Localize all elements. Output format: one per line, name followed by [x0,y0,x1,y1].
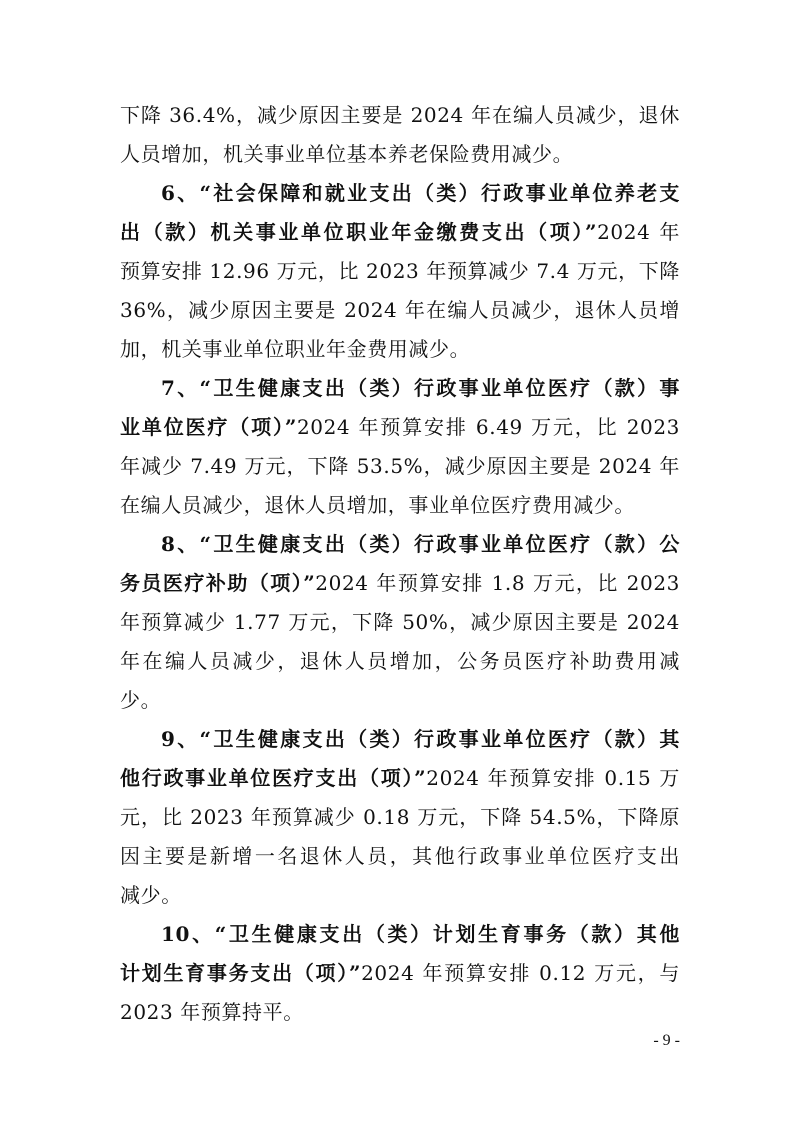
page-number: - 9 - [653,1032,680,1049]
text-segment: 年在编人员减少，退休人员增加，公务员医疗补助费用减 [120,649,680,673]
text-line [161,368,680,408]
text-segment: 减少。 [120,883,182,907]
bold-text-segment: 务员医疗补助（项）” [120,571,316,595]
text-segment: 年减少 7.49 万元，下降 53.5%，减少原因主要是 2024 年 [120,454,680,478]
text-line [120,758,680,798]
text-line [120,407,680,447]
text-line [120,485,680,525]
text-line [161,524,680,564]
bold-text-segment: 计划生育事务支出（项）” [120,961,362,985]
text-segment: 少。 [120,688,162,712]
bold-text-segment: 他行政事业单位医疗支出（项）” [120,766,427,790]
bold-text-segment: 7、“卫生健康支出（类）行政事业单位医疗（款）事 [161,376,680,400]
text-line [120,95,680,135]
text-segment: 下降 36.4%，减少原因主要是 2024 年在编人员减少，退休 [120,103,680,127]
text-segment: 2024 年预算安排 1.8 万元，比 2023 [315,571,680,595]
text-line [120,251,680,291]
text-line [120,953,680,993]
text-line [120,836,680,876]
text-segment: 2024 年预算安排 0.15 万 [426,766,680,790]
text-line [120,446,680,486]
text-segment: 加，机关事业单位职业年金费用减少。 [120,337,471,361]
text-line [120,641,680,681]
bold-text-segment: 8、“卫生健康支出（类）行政事业单位医疗（款）公 [161,532,680,556]
text-line [120,680,680,720]
text-segment: 因主要是新增一名退休人员，其他行政事业单位医疗支出 [120,844,680,868]
text-line [120,329,680,369]
text-line [120,992,680,1032]
bold-text-segment: 6、“社会保障和就业支出（类）行政事业单位养老支 [161,181,680,205]
bold-text-segment: 10、“卫生健康支出（类）计划生育事务（款）其他 [161,922,680,946]
text-segment: 元，比 2023 年预算减少 0.18 万元，下降 54.5%，下降原 [120,805,680,829]
bold-text-segment: 9、“卫生健康支出（类）行政事业单位医疗（款）其 [161,727,680,751]
text-line [120,602,680,642]
text-segment: 2024 年预算安排 6.49 万元，比 2023 [296,415,680,439]
bold-text-segment: 业单位医疗（项）” [120,415,297,439]
text-line [161,719,680,759]
text-segment: 36%，减少原因主要是 2024 年在编人员减少，退休人员增 [120,298,680,322]
text-line [120,563,680,603]
text-line [161,173,680,213]
text-line [120,134,680,174]
text-segment: 2024 年 [597,220,680,244]
text-segment: 年预算减少 1.77 万元，下降 50%，减少原因主要是 2024 [120,610,680,634]
text-segment: 在编人员减少，退休人员增加，事业单位医疗费用减少。 [120,493,635,517]
text-segment: 2023 年预算持平。 [120,1000,304,1024]
text-line [161,914,680,954]
text-line [120,290,680,330]
text-line [120,212,680,252]
text-segment: 预算安排 12.96 万元，比 2023 年预算减少 7.4 万元，下降 [120,259,680,283]
text-line [120,875,680,915]
bold-text-segment: 出（款）机关事业单位职业年金缴费支出（项）” [120,220,598,244]
text-segment: 2024 年预算安排 0.12 万元，与 [361,961,680,985]
text-line [120,797,680,837]
text-segment: 人员增加，机关事业单位基本养老保险费用减少。 [120,142,574,166]
